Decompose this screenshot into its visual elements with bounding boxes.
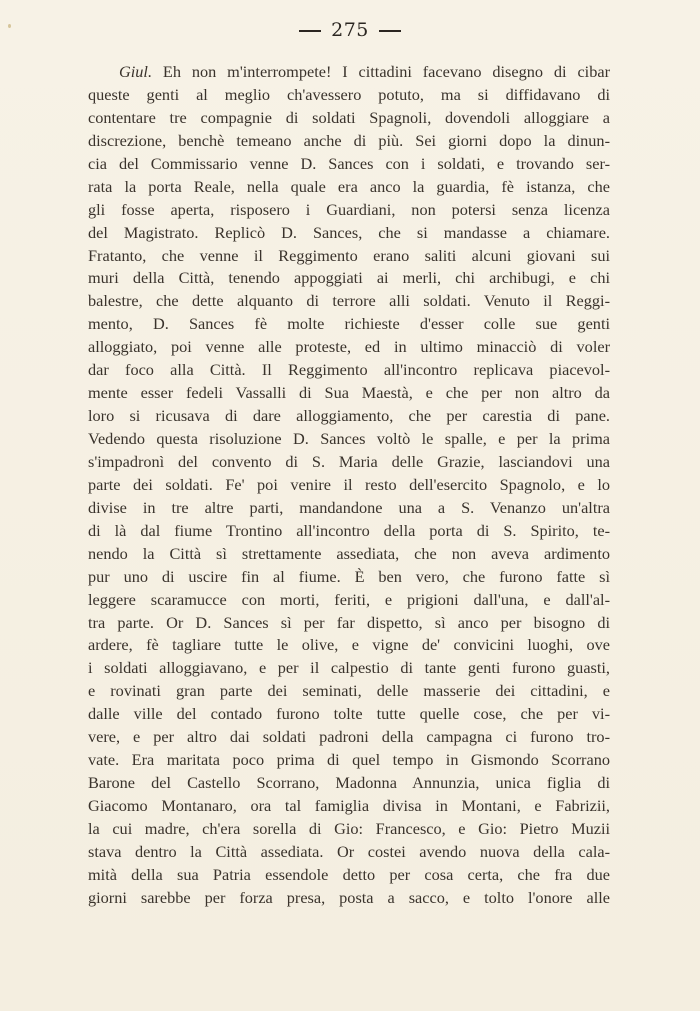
- text-line: Vedendo questa risoluzione D. Sances voltò le spalle, e per la prima: [88, 429, 610, 448]
- text-line: cia del Commissario venne D. Sances con i soldati, e trovando ser-: [88, 153, 610, 173]
- right-dash: [379, 30, 401, 32]
- text-line: Fratanto, che venne il Reggimento erano saliti alcuni giovani sui: [88, 245, 610, 265]
- text-line: Giacomo Montanaro, ora tal famiglia divisa in Montani, e Fabrizii,: [88, 796, 610, 815]
- text-line: i soldati alloggiavano, e per il calpestio di tante genti furono guasti,: [88, 658, 610, 678]
- text-line: dar foco alla Città. Il Reggimento all'incontro replicava piacevol-: [88, 360, 610, 380]
- text-line: balestre, che dette alquanto di terrore alli soldati. Venuto il Reggi-: [88, 291, 610, 311]
- text-line: ardere, fè tagliare tutte le olive, e vigne de' convicini luoghi, ove: [88, 635, 610, 655]
- text-line: mento, D. Sances fè molte richieste d'esser colle sue genti: [88, 314, 610, 334]
- page-number: 275: [331, 19, 369, 41]
- text-line: vere, e per altro dai soldati padroni della campagna ci furono tro-: [88, 727, 610, 747]
- text-line: mità della sua Patria essendole detto per cosa certa, che fra due: [88, 864, 610, 884]
- text-line: giorni sarebbe per forza presa, posta a sacco, e tolto l'onore alle: [88, 887, 610, 907]
- text-line: contentare tre compagnie di soldati Spagnoli, dovendoli alloggiare a: [88, 107, 610, 127]
- text-line: Barone del Castello Scorrano, Madonna Annunzia, unica figlia di: [88, 773, 610, 793]
- text-line: alloggiato, poi venne alle proteste, ed in ultimo minacciò di voler: [88, 337, 610, 357]
- text-line: divise in tre altre parti, mandandone una a S. Venanzo un'altra: [88, 497, 610, 517]
- text-line: loro si ricusava di dare alloggiamento, che per carestia di pane.: [88, 406, 610, 426]
- text-line-content: Eh non m'interrompete! I cittadini facevano disegno di cibar: [152, 62, 610, 81]
- text-line: la cui madre, ch'era sorella di Gio: Francesco, e Gio: Pietro Muzii: [88, 818, 610, 838]
- speaker-label: Giul.: [119, 62, 153, 81]
- text-line: queste genti al meglio ch'avessero potuto, ma si diffidavano di: [88, 84, 610, 104]
- text-line: rata la porta Reale, nella quale era anco la guardia, fè istanza, che: [88, 176, 610, 196]
- text-line: tra parte. Or D. Sances sì per far dispetto, sì anco per bisogno di: [88, 612, 610, 632]
- page-number-header: [0, 19, 700, 41]
- left-dash: [299, 30, 321, 32]
- text-line: nendo la Città sì strettamente assediata, che non aveva ardimento: [88, 543, 610, 563]
- text-line: parte dei soldati. Fe' poi venire il resto dell'esercito Spagnolo, e lo: [88, 474, 610, 494]
- body-text: [88, 61, 610, 910]
- text-line: di là dal fiume Trontino all'incontro della porta di S. Spirito, te-: [88, 520, 610, 540]
- text-line: e rovinati gran parte dei seminati, delle masserie dei cittadini, e: [88, 681, 610, 701]
- text-line: vate. Era maritata poco prima di quel tempo in Gismondo Scorrano: [88, 750, 610, 770]
- text-line: mente esser fedeli Vassalli di Sua Maestà, e che per non altro da: [88, 383, 610, 403]
- text-line: del Magistrato. Replicò D. Sances, che si mandasse a chiamare.: [88, 222, 610, 242]
- text-line: discrezione, benchè temeano anche di più. Sei giorni dopo la dinun-: [88, 130, 610, 150]
- text-line: leggere scaramucce con morti, feriti, e prigioni dall'una, e dall'al-: [88, 589, 610, 609]
- text-line: [88, 61, 610, 84]
- text-line: muri della Città, tenendo appoggiati ai merli, chi archibugi, e chi: [88, 268, 610, 288]
- text-line: stava dentro la Città assediata. Or costei avendo nuova della cala-: [88, 841, 610, 861]
- text-line: pur uno di uscire fin al fiume. È ben vero, che furono fatte sì: [88, 566, 610, 586]
- text-line: s'impadronì del convento di S. Maria delle Grazie, lasciandovi una: [88, 451, 610, 471]
- text-line: dalle ville del contado furono tolte tutte quelle cose, che per vi-: [88, 704, 610, 724]
- text-line: gli fosse aperta, risposero i Guardiani, non potersi senza licenza: [88, 199, 610, 219]
